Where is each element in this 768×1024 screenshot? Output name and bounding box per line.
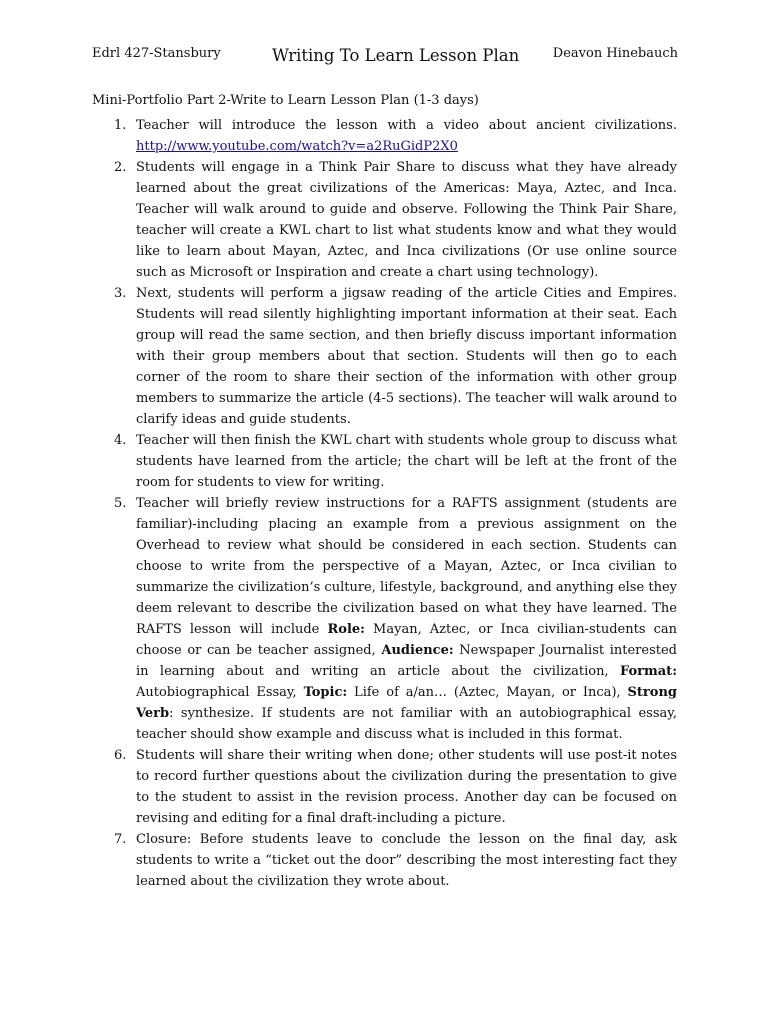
item-text: Teacher will introduce the lesson with a video about ancient civilizations. (136, 118, 677, 133)
list-item (92, 157, 677, 283)
list-item (92, 829, 677, 892)
item-text: Life of a/an… (Aztec, Mayan, or Inca), (347, 685, 628, 700)
video-link[interactable]: http://www.youtube.com/watch?v=a2RuGidP2X0 (136, 139, 458, 154)
document-subtitle: Mini-Portfolio Part 2-Write to Learn Lesson Plan (1-3 days) (92, 93, 479, 108)
item-number: 5. (114, 496, 127, 511)
list-item (92, 115, 677, 157)
item-text: Teacher will then finish the KWL chart with students whole group to discuss what students have learned from the article; the chart will be left at the front of the room for students to view for writing. (136, 433, 677, 490)
item-number: 6. (114, 748, 127, 763)
page-header (92, 46, 678, 72)
item-text: Mayan, Aztec, or Inca civilian-students can choose or can be teacher assigned, (136, 622, 677, 658)
list-item (92, 745, 677, 829)
item-text: Autobiographical Essay, (136, 685, 304, 700)
format-label: Format: (619, 664, 677, 679)
item-text: Newspaper Journalist interested in learning about and writing an article about the civilization, (136, 643, 678, 679)
lesson-steps-list (92, 115, 677, 892)
document-title: Writing To Learn Lesson Plan (272, 46, 520, 65)
item-text: Students will share their writing when done; other students will use post-it notes to record further questions about the civilization during the presentation to give to the student to assist in the revision process. Another day can be focused on revising and editing for a final draft-including a picture. (136, 748, 677, 826)
strong-verb-label: Strong Verb (136, 685, 677, 721)
course-label: Edrl 427-Stansbury (92, 46, 221, 61)
list-item (92, 430, 677, 493)
author-name: Deavon Hinebauch (552, 46, 678, 61)
item-number: 2. (114, 160, 127, 175)
item-text: Closure: Before students leave to conclude the lesson on the final day, ask students to write a “ticket out the door” describing the most interesting fact they learned about the civilization they wrote about. (136, 832, 677, 889)
item-number: 3. (114, 286, 127, 301)
list-item (92, 493, 677, 745)
role-label: Role: (327, 622, 365, 637)
item-text: Teacher will briefly review instructions for a RAFTS assignment (students are familiar)-including placing an example from a previous assignment on the Overhead to review what should be considered in each section. Students can choose to write from the perspective of a Mayan, Aztec, or Inca civilian to summarize the civilization’s culture, lifestyle, background, and anything else they deem relevant to describe the civilization based on what they have learned. The RAFTS lesson will include (136, 496, 677, 637)
item-number: 1. (114, 118, 127, 133)
topic-label: Topic: (303, 685, 348, 700)
item-number: 7. (114, 832, 127, 847)
item-text: : synthesize. If students are not familiar with an autobiographical essay, teacher should show example and discuss what is included in this format. (136, 706, 677, 742)
item-text: Students will engage in a Think Pair Share to discuss what they have already learned about the great civilizations of the Americas: Maya, Aztec, and Inca. Teacher will walk around to guide and observe. Following the Think Pair Share, teacher will create a KWL chart to list what students know and what they would like to learn about Mayan, Aztec, and Inca civilizations (Or use online source such as Microsoft or Inspiration and create a chart using technology). (136, 160, 677, 280)
audience-label: Audience: (381, 643, 454, 658)
item-number: 4. (114, 433, 127, 448)
list-item (92, 283, 677, 430)
item-text: Next, students will perform a jigsaw reading of the article Cities and Empires. Students will read silently highlighting important information at their seat. Each group will read the same section, and then briefly discuss important information with their group members about that section. Students will then go to each corner of the room to share their section of the information with other group members to summarize the article (4-5 sections). The teacher will walk around to clarify ideas and guide students. (136, 286, 677, 427)
